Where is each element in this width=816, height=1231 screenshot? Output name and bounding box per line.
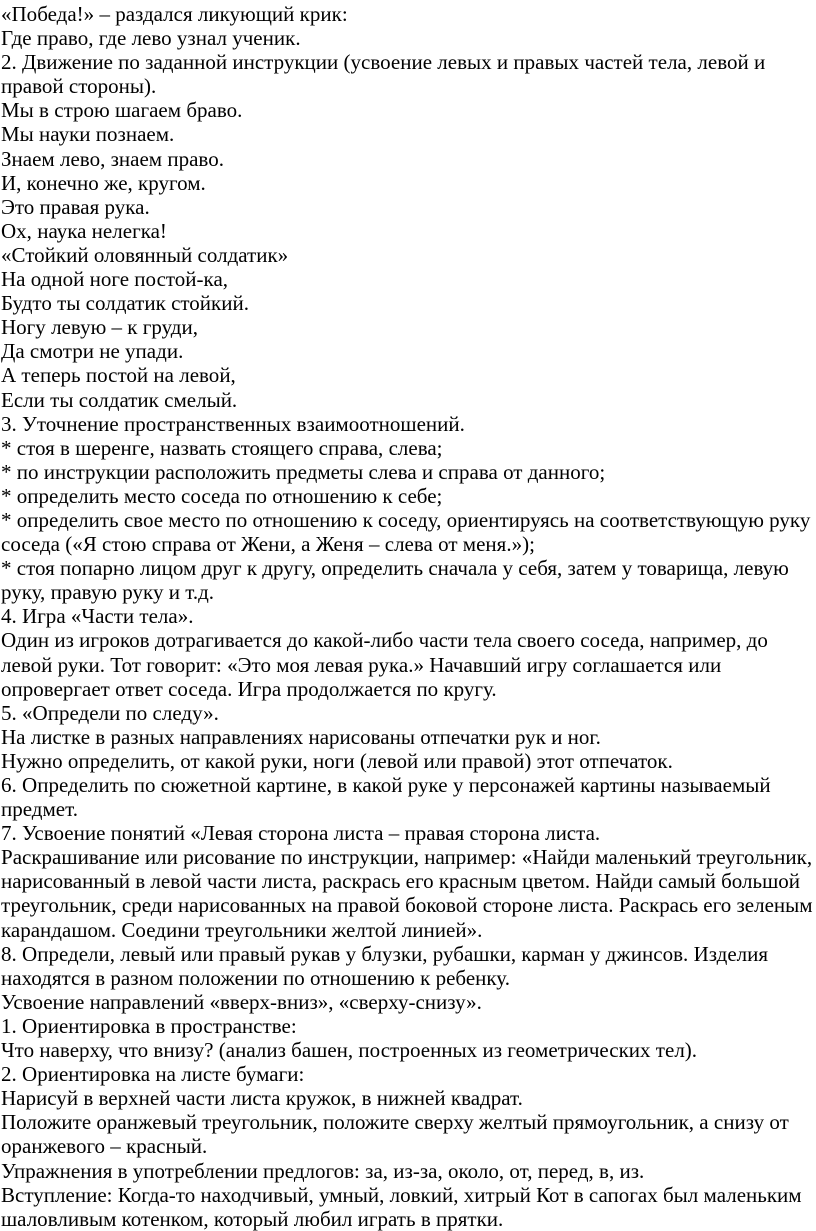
text-line: * определить место соседа по отношению к себе; (1, 483, 443, 508)
text-line: Если ты солдатик смелый. (1, 387, 238, 412)
text-line: 3. Уточнение пространственных взаимоотношений. (1, 411, 465, 436)
text-line: 8. Определи, левый или правый рукав у блузки, рубашки, карман у джинсов. Изделия (1, 941, 769, 966)
text-line: находятся в разном положении по отношению к ребенку. (1, 965, 510, 990)
text-line: 5. «Определи по следу». (1, 700, 219, 725)
text-line: Мы в строю шагаем браво. (1, 98, 243, 123)
text-line: 4. Игра «Части тела». (1, 604, 194, 629)
text-line: правой стороны). (1, 74, 157, 99)
text-line: Один из игроков дотрагивается до какой-либо части тела своего соседа, например, до (1, 628, 768, 653)
text-line: Где право, где лево узнал ученик. (1, 26, 301, 51)
text-line: шаловливым котенком, который любил играть в прятки. (1, 1206, 504, 1231)
text-line: руку, правую руку и т.д. (1, 580, 215, 605)
text-line: предмет. (1, 797, 78, 822)
text-line: На листке в разных направлениях нарисованы отпечатки рук и ног. (1, 724, 601, 749)
text-line: * определить свое место по отношению к соседу, ориентируясь на соответствующую руку (1, 507, 811, 532)
text-line: левой руки. Тот говорит: «Это моя левая рука.» Начавший игру соглашается или (1, 652, 722, 677)
text-line: 1. Ориентировка в пространстве: (1, 1013, 297, 1038)
text-line: 2. Ориентировка на листе бумаги: (1, 1062, 305, 1087)
text-line: Ох, наука нелегка! (1, 218, 167, 243)
text-line: опровергает ответ соседа. Игра продолжается по кругу. (1, 676, 497, 701)
text-line: Ногу левую – к груди, (1, 315, 199, 340)
text-line: Положите оранжевый треугольник, положите сверху желтый прямоугольник, а снизу от (1, 1110, 789, 1135)
text-line: «Стойкий оловянный солдатик» (1, 242, 289, 267)
text-line: * стоя попарно лицом друг к другу, определить сначала у себя, затем у товарища, левую (1, 556, 789, 581)
text-line: соседа («Я стою справа от Жени, а Женя – слева от меня.»); (1, 532, 535, 557)
text-line: Нарисуй в верхней части листа кружок, в нижней квадрат. (1, 1086, 523, 1111)
text-line: Вступление: Когда-то находчивый, умный, ловкий, хитрый Кот в сапогах был маленьким (1, 1182, 802, 1207)
text-line: 6. Определить по сюжетной картине, в какой руке у персонажей картины называемый (1, 773, 771, 797)
text-line: Упражнения в употреблении предлогов: за, из-за, около, от, перед, в, из. (1, 1158, 645, 1183)
text-line: Что наверху, что внизу? (анализ башен, построенных из геометрических тел). (1, 1038, 698, 1063)
text-line: треугольник, среди нарисованных на правой боковой стороне листа. Раскрась его зеленым (1, 893, 813, 918)
text-line: Будто ты солдатик стойкий. (1, 291, 250, 316)
text-line: Да смотри не упади. (1, 339, 184, 364)
text-line: И, конечно же, кругом. (1, 170, 206, 195)
text-line: * по инструкции расположить предметы слева и справа от данного; (1, 459, 606, 484)
text-line: Это правая рука. (1, 194, 150, 219)
text-line: Усвоение направлений «вверх-вниз», «сверху-снизу». (1, 989, 482, 1014)
text-line: На одной ноге постой-ка, (1, 267, 229, 292)
text-line: 7. Усвоение понятий «Левая сторона листа – правая сторона листа. (1, 821, 601, 846)
text-line: А теперь постой на левой, (1, 363, 236, 388)
text-line: нарисованный в левой части листа, раскрась его красным цветом. Найди самый большой (1, 869, 801, 894)
text-line: «Победа!» – раздался ликующий крик: (1, 2, 348, 26)
text-line: Мы науки познаем. (1, 122, 175, 147)
text-line: * стоя в шеренге, назвать стоящего справа, слева; (1, 435, 443, 460)
text-line: Знаем лево, знаем право. (1, 146, 224, 171)
text-line: Раскрашивание или рисование по инструкции, например: «Найди маленький треугольник, (1, 845, 813, 870)
text-line: 2. Движение по заданной инструкции (усвоение левых и правых частей тела, левой и (1, 50, 766, 75)
text-line: оранжевого – красный. (1, 1134, 208, 1159)
text-line: Нужно определить, от какой руки, ноги (левой или правой) этот отпечаток. (1, 748, 673, 773)
text-line: карандашом. Соедини треугольники желтой линией». (1, 917, 483, 942)
